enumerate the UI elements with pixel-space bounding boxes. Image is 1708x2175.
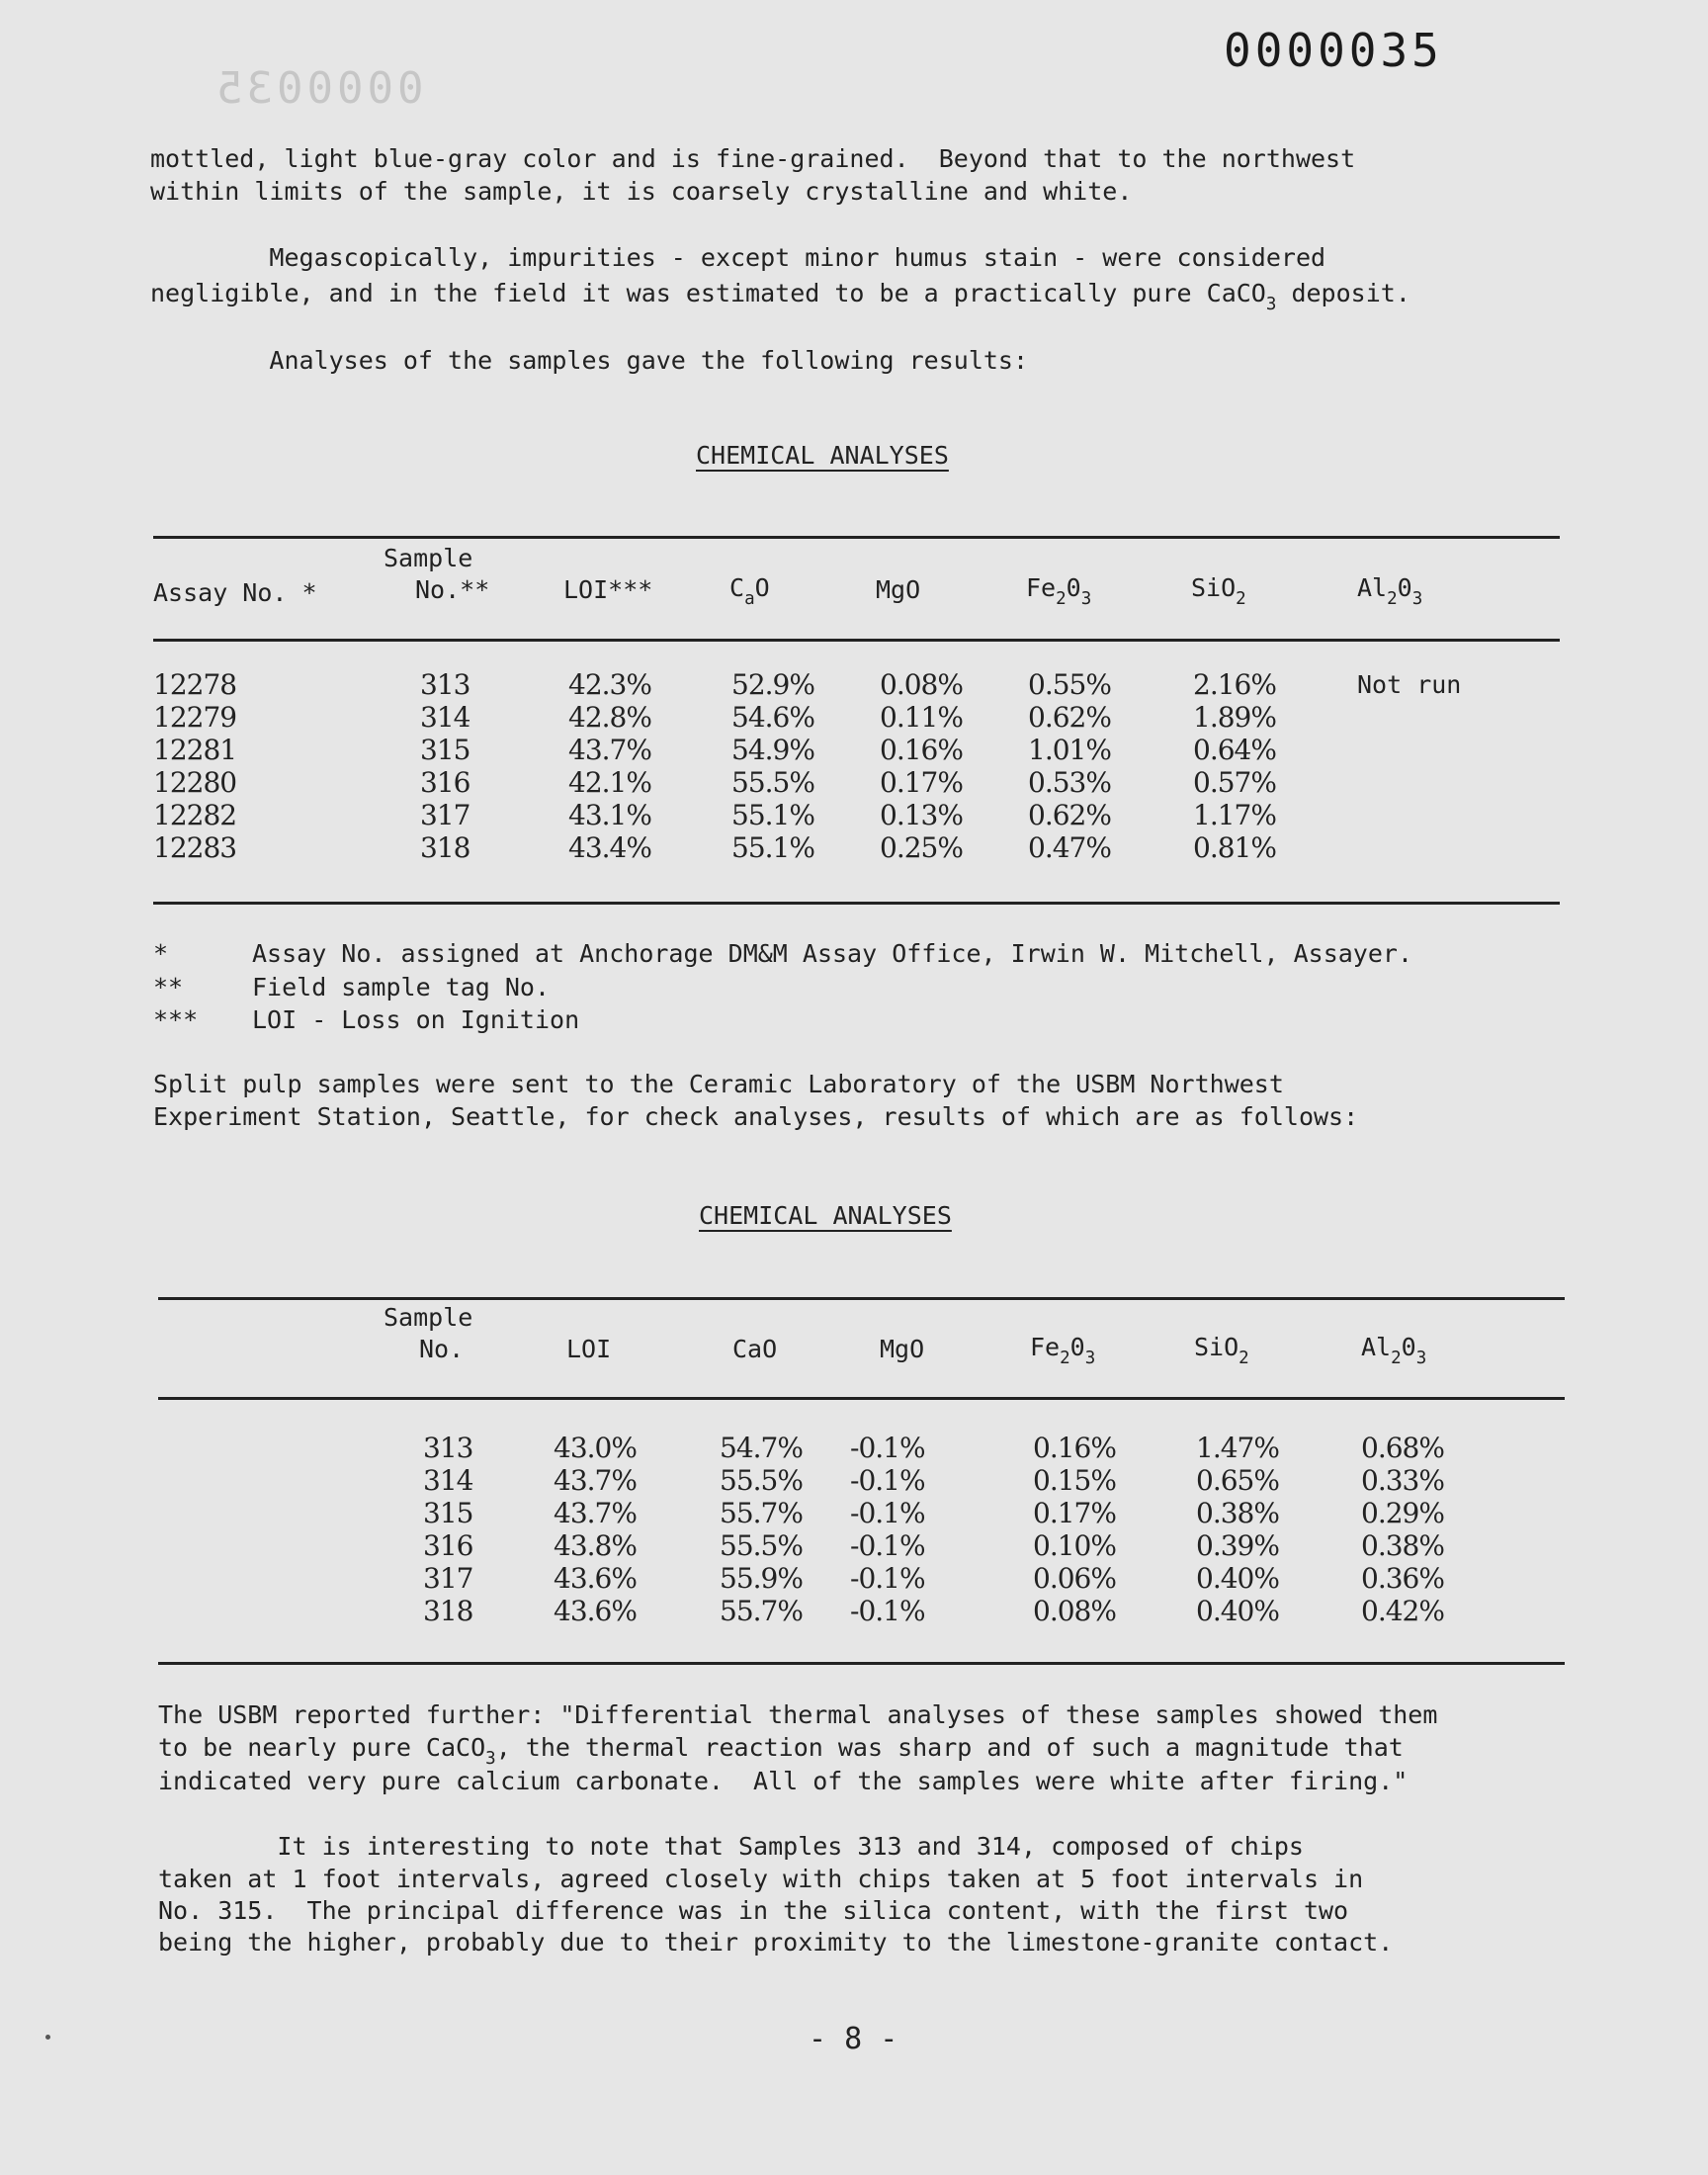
table2-cell-al2o3: 0.36% (1361, 1562, 1444, 1595)
table1-header-mgo: MgO (876, 575, 921, 604)
table2-cell-cao: 55.7% (720, 1497, 803, 1529)
table2-title: CHEMICAL ANALYSES (699, 1201, 952, 1230)
header-text: Al (1357, 573, 1388, 602)
table1-cell-al2o3: Not run (1357, 670, 1462, 699)
analyses-intro: Analyses of the samples gave the following results: (150, 346, 1029, 375)
header-subscript: 2 (1238, 1348, 1249, 1368)
table2-cell-al2o3: 0.33% (1361, 1464, 1444, 1497)
scan-speck (45, 2035, 50, 2040)
table2-cell-sample-no: 317 (423, 1562, 473, 1595)
table2-cell-sio2: 1.47% (1196, 1432, 1279, 1464)
table1-header-sample-top: Sample (384, 544, 473, 572)
table2-cell-sio2: 0.39% (1196, 1529, 1279, 1562)
table2-cell-fe2o3: 0.10% (1033, 1529, 1116, 1562)
table2-header-sample-bottom: No. (419, 1335, 465, 1363)
table1-cell-fe2o3: 0.62% (1028, 701, 1111, 734)
table1-cell-cao: 52.9% (731, 668, 814, 701)
table1-header-sample-bottom: No.** (415, 575, 490, 604)
table2-cell-fe2o3: 0.06% (1033, 1562, 1116, 1595)
table1-cell-sample-no: 316 (420, 766, 470, 799)
table2-header-cao: CaO (732, 1335, 778, 1363)
table2-header-sample-top: Sample (384, 1303, 473, 1332)
table1-header-sio2 (1191, 573, 1246, 609)
table1-cell-fe2o3: 0.47% (1028, 831, 1111, 864)
table2-header-mgo: MgO (880, 1335, 925, 1363)
table1-cell-loi: 42.8% (568, 701, 651, 734)
header-text: Al (1361, 1333, 1392, 1361)
header-subscript: 2 (1060, 1348, 1070, 1368)
header-text: SiO (1191, 573, 1237, 602)
header-subscript: 2 (1236, 589, 1246, 609)
table1-cell-assay-no: 12278 (153, 668, 237, 701)
table1-cell-mgo: 0.25% (880, 831, 963, 864)
table2-cell-sio2: 0.38% (1196, 1497, 1279, 1529)
table1-cell-loi: 43.1% (568, 799, 651, 831)
header-text: 0 (1401, 1333, 1416, 1361)
intro-line-2: within limits of the sample, it is coarsely crystalline and white. (150, 177, 1133, 206)
table2-cell-cao: 55.5% (720, 1464, 803, 1497)
table2-bottom-rule (158, 1662, 1565, 1665)
table1-cell-loi: 42.1% (568, 766, 651, 799)
table1-cell-mgo: 0.16% (880, 734, 963, 766)
footnote-text-3: LOI - Loss on Ignition (252, 1005, 580, 1034)
table1-cell-sio2: 1.89% (1193, 701, 1276, 734)
table1-cell-assay-no: 12279 (153, 701, 237, 734)
table1-cell-cao: 54.9% (731, 734, 814, 766)
table2-cell-fe2o3: 0.15% (1033, 1464, 1116, 1497)
table1-cell-mgo: 0.13% (880, 799, 963, 831)
header-subscript: 3 (1411, 589, 1423, 609)
table1-header-assay: Assay No. * (153, 578, 317, 607)
table1-cell-fe2o3: 0.62% (1028, 799, 1111, 831)
table1-cell-cao: 54.6% (731, 701, 814, 734)
table2-cell-loi: 43.6% (554, 1595, 637, 1627)
subscript: 3 (1265, 295, 1277, 314)
megascopic-line-1: Megascopically, impurities - except minor humus stain - were considered (150, 243, 1326, 272)
table2-cell-cao: 55.9% (720, 1562, 803, 1595)
table2-cell-fe2o3: 0.16% (1033, 1432, 1116, 1464)
footnote-text-2: Field sample tag No. (252, 973, 551, 1001)
table2-cell-fe2o3: 0.08% (1033, 1595, 1116, 1627)
usbm-line-2-end: , the thermal reaction was sharp and of such a magnitude that (495, 1733, 1404, 1762)
table2-cell-mgo: -0.1% (850, 1432, 925, 1464)
header-subscript: 3 (1084, 1348, 1096, 1368)
table2-cell-sample-no: 314 (423, 1464, 473, 1497)
header-text: 0 (1066, 573, 1081, 602)
table2-cell-cao: 54.7% (720, 1432, 803, 1464)
table1-cell-sio2: 0.57% (1193, 766, 1276, 799)
table1-cell-sample-no: 318 (420, 831, 470, 864)
table1-cell-sio2: 0.64% (1193, 734, 1276, 766)
table2-cell-sample-no: 313 (423, 1432, 473, 1464)
table1-cell-sample-no: 313 (420, 668, 470, 701)
header-text: Fe (1026, 573, 1057, 602)
split-pulp-line-1: Split pulp samples were sent to the Ceramic Laboratory of the USBM Northwest (153, 1070, 1284, 1098)
header-subscript: 3 (1080, 589, 1092, 609)
table1-cell-sample-no: 315 (420, 734, 470, 766)
table2-cell-al2o3: 0.38% (1361, 1529, 1444, 1562)
table1-cell-mgo: 0.17% (880, 766, 963, 799)
header-subscript: 2 (1056, 589, 1067, 609)
table2-cell-mgo: -0.1% (850, 1497, 925, 1529)
header-subscript: 2 (1391, 1348, 1402, 1368)
table2-cell-loi: 43.6% (554, 1562, 637, 1595)
table2-cell-cao: 55.7% (720, 1595, 803, 1627)
table1-cell-mgo: 0.11% (880, 701, 963, 734)
final-line-2: taken at 1 foot intervals, agreed closely with chips taken at 5 foot intervals in (158, 1865, 1364, 1893)
table1-cell-loi: 43.4% (568, 831, 651, 864)
table1-cell-sample-no: 317 (420, 799, 470, 831)
header-subscript: 3 (1415, 1348, 1427, 1368)
table2-cell-al2o3: 0.42% (1361, 1595, 1444, 1627)
table2-cell-sio2: 0.65% (1196, 1464, 1279, 1497)
table1-cell-cao: 55.5% (731, 766, 814, 799)
subscript: 3 (485, 1749, 496, 1769)
header-text: Fe (1030, 1333, 1061, 1361)
table2-header-rule (158, 1397, 1565, 1400)
table1-header-loi: LOI*** (563, 575, 653, 604)
usbm-line-2-text: to be nearly pure CaCO (158, 1733, 486, 1762)
bleedthrough-number: 0000035 (213, 63, 424, 114)
final-line-3: No. 315. The principal difference was in the silica content, with the first two (158, 1896, 1349, 1925)
table1-cell-loi: 42.3% (568, 668, 651, 701)
table1-title: CHEMICAL ANALYSES (696, 441, 949, 470)
table2-header-fe2o3 (1030, 1333, 1095, 1368)
split-pulp-line-2: Experiment Station, Seattle, for check analyses, results of which are as follows: (153, 1102, 1359, 1131)
header-subscript: a (744, 589, 755, 609)
header-text: C (729, 573, 745, 602)
table1-cell-cao: 55.1% (731, 831, 814, 864)
table1-cell-assay-no: 12282 (153, 799, 237, 831)
intro-line-1: mottled, light blue-gray color and is fine-grained. Beyond that to the northwest (150, 144, 1356, 173)
table2-header-sio2 (1194, 1333, 1249, 1368)
table2-top-rule (158, 1297, 1565, 1300)
table1-cell-assay-no: 12283 (153, 831, 237, 864)
table2-cell-mgo: -0.1% (850, 1464, 925, 1497)
table2-cell-al2o3: 0.68% (1361, 1432, 1444, 1464)
final-line-4: being the higher, probably due to their proximity to the limestone-granite contact. (158, 1928, 1394, 1957)
table1-header-cao (729, 573, 770, 609)
table1-cell-assay-no: 12280 (153, 766, 237, 799)
usbm-line-3: indicated very pure calcium carbonate. All of the samples were white after firing." (158, 1767, 1409, 1795)
document-number: 0000035 (1224, 24, 1443, 77)
table2-cell-sample-no: 318 (423, 1595, 473, 1627)
table2-cell-loi: 43.0% (554, 1432, 637, 1464)
table1-header-al2o3 (1357, 573, 1422, 609)
table1-bottom-rule (153, 902, 1560, 905)
header-subscript: 2 (1387, 589, 1398, 609)
page-number: - 8 - (809, 2022, 898, 2056)
table2-header-loi: LOI (566, 1335, 612, 1363)
header-text: O (754, 573, 770, 602)
footnote-mark-2: ** (153, 973, 184, 1001)
table2-cell-fe2o3: 0.17% (1033, 1497, 1116, 1529)
table2-cell-sio2: 0.40% (1196, 1595, 1279, 1627)
footnote-text-1: Assay No. assigned at Anchorage DM&M Assay Office, Irwin W. Mitchell, Assayer. (252, 939, 1412, 968)
table2-cell-sample-no: 316 (423, 1529, 473, 1562)
megascopic-line-2-text: negligible, and in the field it was estimated to be a practically pure CaCO (150, 279, 1266, 307)
table2-header-al2o3 (1361, 1333, 1426, 1368)
table2-cell-loi: 43.7% (554, 1464, 637, 1497)
table1-top-rule (153, 536, 1560, 539)
table1-header-fe2o3 (1026, 573, 1091, 609)
table2-cell-sample-no: 315 (423, 1497, 473, 1529)
table1-cell-loi: 43.7% (568, 734, 651, 766)
header-text: 0 (1069, 1333, 1085, 1361)
table2-cell-al2o3: 0.29% (1361, 1497, 1444, 1529)
megascopic-line-2 (150, 277, 1410, 321)
table1-cell-cao: 55.1% (731, 799, 814, 831)
table1-cell-sio2: 1.17% (1193, 799, 1276, 831)
table2-cell-loi: 43.8% (554, 1529, 637, 1562)
table2-cell-sio2: 0.40% (1196, 1562, 1279, 1595)
header-text: SiO (1194, 1333, 1239, 1361)
megascopic-line-2-end: deposit. (1276, 279, 1410, 307)
table2-cell-loi: 43.7% (554, 1497, 637, 1529)
usbm-line-1: The USBM reported further: "Differential thermal analyses of these samples showed them (158, 1700, 1438, 1729)
table1-cell-mgo: 0.08% (880, 668, 963, 701)
table1-cell-sample-no: 314 (420, 701, 470, 734)
table1-cell-fe2o3: 0.55% (1028, 668, 1111, 701)
table2-cell-mgo: -0.1% (850, 1529, 925, 1562)
table2-cell-mgo: -0.1% (850, 1562, 925, 1595)
table1-cell-fe2o3: 1.01% (1028, 734, 1111, 766)
table1-cell-assay-no: 12281 (153, 734, 237, 766)
table1-header-rule (153, 639, 1560, 642)
header-text: 0 (1397, 573, 1412, 602)
table1-cell-sio2: 0.81% (1193, 831, 1276, 864)
final-line-1: It is interesting to note that Samples 313 and 314, composed of chips (158, 1832, 1304, 1861)
table2-cell-cao: 55.5% (720, 1529, 803, 1562)
footnote-mark-1: * (153, 939, 169, 968)
table1-cell-fe2o3: 0.53% (1028, 766, 1111, 799)
table2-cell-mgo: -0.1% (850, 1595, 925, 1627)
table1-cell-sio2: 2.16% (1193, 668, 1276, 701)
footnote-mark-3: *** (153, 1005, 199, 1034)
